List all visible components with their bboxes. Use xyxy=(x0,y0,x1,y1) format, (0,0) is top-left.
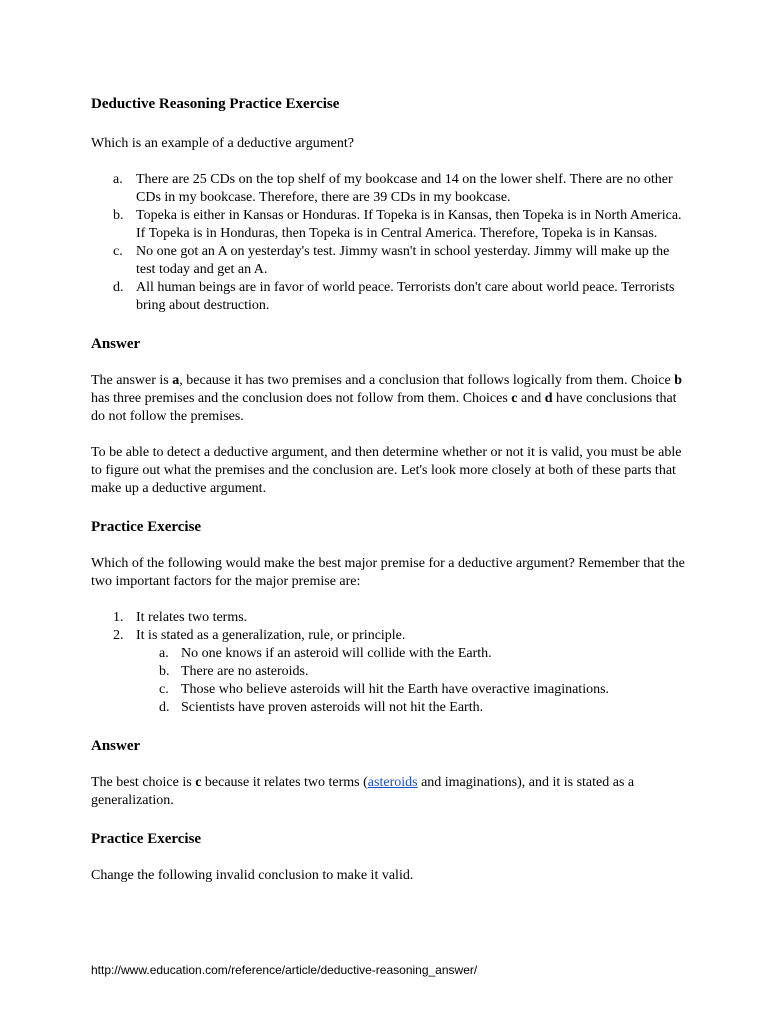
list-item xyxy=(91,609,691,627)
list-marker: d. xyxy=(159,700,170,715)
list-marker: b. xyxy=(159,664,170,679)
answer-text: because it relates two terms ( xyxy=(201,775,368,790)
asteroids-link[interactable]: asteroids xyxy=(367,775,418,790)
answer-choice-bold: b xyxy=(674,373,682,388)
practice-heading-2: Practice Exercise xyxy=(91,831,202,847)
list-item xyxy=(91,279,691,315)
list-marker: c. xyxy=(113,244,123,259)
list-marker: d. xyxy=(113,280,124,295)
list-item xyxy=(91,699,691,717)
list-marker: a. xyxy=(159,646,169,661)
answer-text: The best choice is xyxy=(91,775,196,790)
list-item-text: Scientists have proven asteroids will not hit the Earth. xyxy=(181,700,484,715)
answer-paragraph-2: To be able to detect a deductive argument, and then determine whether or not it is valid, you must be able to figure out what the premises and the conclusion are. Let's look more closely at both of these parts that make up a deductive argument. xyxy=(91,445,682,496)
answer-text: have conclusions that do not follow the premises. xyxy=(91,391,677,424)
options-list-2 xyxy=(91,645,691,717)
practice-heading-1: Practice Exercise xyxy=(91,519,202,535)
answer-choice-bold: d xyxy=(544,391,553,406)
answer-choice-bold: a xyxy=(172,373,180,388)
list-marker: 1. xyxy=(113,610,124,625)
practice-question: Which of the following would make the best major premise for a deductive argument? Remember that the two important factors for the major premise are: xyxy=(91,556,685,589)
list-item-text: No one knows if an asteroid will collide with the Earth. xyxy=(181,646,492,661)
list-item xyxy=(91,627,691,645)
answer-text: and xyxy=(517,391,545,406)
list-marker: a. xyxy=(113,172,123,187)
answer-paragraph-3 xyxy=(91,774,691,810)
list-item-text: There are no asteroids. xyxy=(181,664,309,679)
document-page xyxy=(91,92,691,885)
answer-choice-bold: c xyxy=(195,775,202,790)
answer-text: , because it has two premises and a conclusion that follows logically from them. Choice xyxy=(179,373,675,388)
answer-text: has three premises and the conclusion does not follow from them. Choices xyxy=(91,391,512,406)
list-item-text: It is stated as a generalization, rule, or principle. xyxy=(136,628,406,643)
practice-instruction: Change the following invalid conclusion to make it valid. xyxy=(91,868,414,883)
page-title: Deductive Reasoning Practice Exercise xyxy=(91,96,340,112)
answer-heading-1: Answer xyxy=(91,336,141,352)
list-item xyxy=(91,243,691,279)
options-list-1 xyxy=(91,171,691,315)
answer-text: The answer is xyxy=(91,373,173,388)
list-item xyxy=(91,645,691,663)
question-1: Which is an example of a deductive argument? xyxy=(91,136,354,151)
list-item xyxy=(91,663,691,681)
list-item xyxy=(91,207,691,243)
list-marker: b. xyxy=(113,208,124,223)
answer-choice-bold: c xyxy=(511,391,518,406)
list-item-text: There are 25 CDs on the top shelf of my bookcase and 14 on the lower shelf. There are no other CDs in my bookcase. Therefore, there are 39 CDs in my bookcase. xyxy=(136,172,673,205)
answer-text: and imaginations), and it is stated as a generalization. xyxy=(91,775,635,808)
list-item-text: No one got an A on yesterday's test. Jimmy wasn't in school yesterday. Jimmy will make up the test today and get an A. xyxy=(136,244,670,277)
list-item-text: Topeka is either in Kansas or Honduras. If Topeka is in Kansas, then Topeka is in North America. If Topeka is in Honduras, then Topeka is in Central America. Therefore, Topeka is in Kansas. xyxy=(136,208,682,241)
list-item xyxy=(91,681,691,699)
list-item xyxy=(91,171,691,207)
list-item-text: It relates two terms. xyxy=(136,610,248,625)
answer-heading-2: Answer xyxy=(91,738,141,754)
answer-paragraph-1 xyxy=(91,372,691,426)
list-marker: 2. xyxy=(113,628,124,643)
footer-url: http://www.education.com/reference/article/deductive-reasoning_answer/ xyxy=(91,963,478,977)
factors-list xyxy=(91,609,691,645)
list-item-text: All human beings are in favor of world peace. Terrorists don't care about world peace. Terrorists bring about destruction. xyxy=(136,280,675,313)
list-marker: c. xyxy=(159,682,169,697)
list-item-text: Those who believe asteroids will hit the Earth have overactive imaginations. xyxy=(181,682,610,697)
